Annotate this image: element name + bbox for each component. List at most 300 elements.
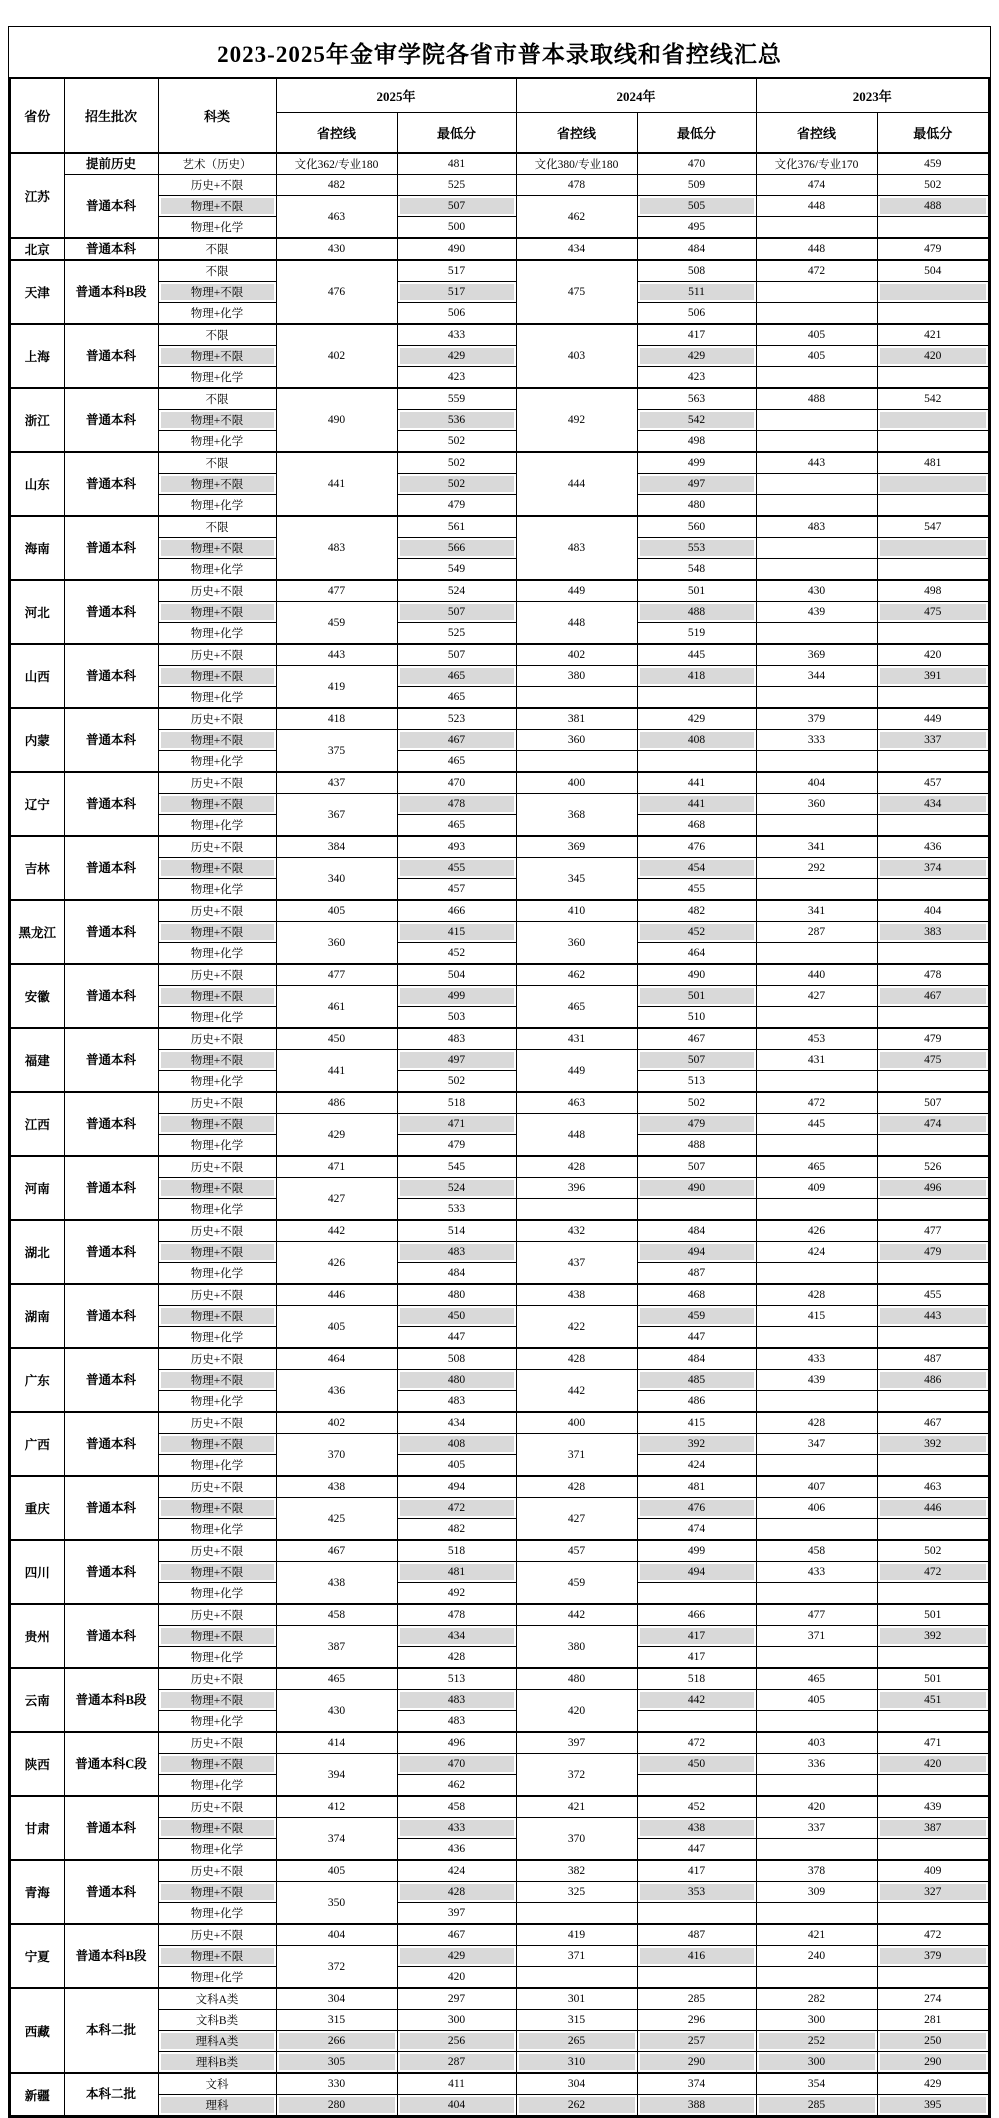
category-cell: 历史+不限 <box>158 964 276 986</box>
score-cell: 420 <box>516 1690 637 1733</box>
score-cell: 464 <box>637 943 756 965</box>
page-title: 2023-2025年金审学院各省市普本录取线和省控线汇总 <box>217 41 782 67</box>
score-cell: 483 <box>397 1028 516 1050</box>
score-cell: 420 <box>877 346 989 367</box>
score-cell <box>877 1263 989 1285</box>
score-cell: 411 <box>397 2073 516 2095</box>
province-cell: 河北 <box>10 580 64 644</box>
category-cell: 物理+不限 <box>158 538 276 559</box>
score-cell: 448 <box>756 196 877 217</box>
score-cell: 467 <box>397 1924 516 1946</box>
score-cell: 414 <box>276 1732 397 1754</box>
score-cell: 470 <box>637 153 756 175</box>
batch-cell: 普通本科 <box>64 1092 158 1156</box>
score-cell: 439 <box>877 1796 989 1818</box>
score-cell: 487 <box>877 1348 989 1370</box>
score-cell: 447 <box>397 1327 516 1349</box>
table-row <box>10 1540 989 1562</box>
score-cell: 501 <box>877 1604 989 1626</box>
score-cell: 542 <box>877 388 989 410</box>
province-cell: 湖南 <box>10 1284 64 1348</box>
score-cell <box>756 217 877 239</box>
score-cell: 488 <box>637 602 756 623</box>
category-cell: 物理+不限 <box>158 1242 276 1263</box>
col-header-year-2024: 2024年 <box>516 78 756 113</box>
score-cell: 507 <box>397 644 516 666</box>
score-cell: 400 <box>516 1412 637 1434</box>
category-cell: 历史+不限 <box>158 1924 276 1946</box>
score-cell: 367 <box>276 794 397 837</box>
score-cell <box>756 538 877 559</box>
score-table-body <box>10 153 989 2116</box>
score-cell: 438 <box>276 1476 397 1498</box>
score-cell: 350 <box>276 1882 397 1925</box>
score-cell: 479 <box>877 1028 989 1050</box>
score-cell: 524 <box>397 1178 516 1199</box>
category-cell: 物理+不限 <box>158 196 276 217</box>
col-header-batch: 招生批次 <box>64 78 158 153</box>
province-cell: 内蒙 <box>10 708 64 772</box>
score-cell: 374 <box>276 1818 397 1861</box>
score-cell: 445 <box>756 1114 877 1135</box>
score-cell: 508 <box>397 1348 516 1370</box>
score-cell: 265 <box>516 2031 637 2052</box>
score-cell <box>756 943 877 965</box>
score-cell: 519 <box>637 623 756 645</box>
category-cell: 物理+化学 <box>158 559 276 581</box>
score-cell: 296 <box>637 2010 756 2031</box>
score-cell: 415 <box>637 1412 756 1434</box>
score-cell: 523 <box>397 708 516 730</box>
score-cell: 文化376/专业170 <box>756 153 877 175</box>
score-cell: 345 <box>516 858 637 901</box>
score-cell: 482 <box>397 1519 516 1541</box>
table-row <box>10 964 989 986</box>
province-cell: 江西 <box>10 1092 64 1156</box>
score-cell: 449 <box>877 708 989 730</box>
score-cell: 441 <box>637 772 756 794</box>
score-cell: 290 <box>637 2052 756 2074</box>
category-cell: 不限 <box>158 238 276 260</box>
score-cell: 448 <box>516 1114 637 1157</box>
score-cell: 432 <box>516 1220 637 1242</box>
subcol-min-score-2025: 最低分 <box>397 113 516 154</box>
score-cell <box>756 751 877 773</box>
category-cell: 物理+化学 <box>158 751 276 773</box>
score-cell: 525 <box>397 175 516 196</box>
batch-cell: 普通本科 <box>64 708 158 772</box>
score-cell: 281 <box>877 2010 989 2031</box>
category-cell: 物理+化学 <box>158 623 276 645</box>
score-cell <box>877 303 989 325</box>
score-cell: 478 <box>516 175 637 196</box>
score-cell: 433 <box>397 1818 516 1839</box>
batch-cell: 普通本科 <box>64 900 158 964</box>
score-cell: 513 <box>397 1668 516 1690</box>
category-cell: 物理+不限 <box>158 1562 276 1583</box>
score-cell: 496 <box>397 1732 516 1754</box>
score-cell: 465 <box>397 687 516 709</box>
table-row <box>10 1220 989 1242</box>
score-cell <box>756 1583 877 1605</box>
score-cell: 430 <box>276 238 397 260</box>
score-cell: 499 <box>397 986 516 1007</box>
category-cell: 物理+不限 <box>158 922 276 943</box>
score-cell: 482 <box>637 900 756 922</box>
batch-cell: 普通本科B段 <box>64 260 158 324</box>
category-cell: 历史+不限 <box>158 1092 276 1114</box>
score-cell: 560 <box>637 516 756 538</box>
score-cell: 463 <box>516 1092 637 1114</box>
score-cell: 548 <box>637 559 756 581</box>
score-cell <box>756 687 877 709</box>
score-cell: 490 <box>637 964 756 986</box>
category-cell: 物理+化学 <box>158 1263 276 1285</box>
province-cell: 河南 <box>10 1156 64 1220</box>
score-cell: 467 <box>877 1412 989 1434</box>
score-cell: 497 <box>397 1050 516 1071</box>
score-cell: 387 <box>877 1818 989 1839</box>
score-cell: 462 <box>397 1775 516 1797</box>
score-cell: 392 <box>877 1434 989 1455</box>
score-cell: 449 <box>516 580 637 602</box>
score-cell: 423 <box>397 367 516 389</box>
score-cell: 422 <box>516 1306 637 1349</box>
score-cell: 472 <box>397 1498 516 1519</box>
table-row <box>10 1028 989 1050</box>
score-cell: 379 <box>756 708 877 730</box>
score-cell: 262 <box>516 2095 637 2117</box>
score-cell <box>877 1839 989 1861</box>
category-cell: 物理+不限 <box>158 1754 276 1775</box>
score-cell: 502 <box>877 1540 989 1562</box>
col-header-year-2023: 2023年 <box>756 78 989 113</box>
table-row <box>10 1860 989 1882</box>
score-cell: 467 <box>877 986 989 1007</box>
score-cell: 428 <box>756 1412 877 1434</box>
score-cell: 374 <box>637 2073 756 2095</box>
table-row <box>10 1668 989 1690</box>
score-cell: 378 <box>756 1860 877 1882</box>
batch-cell: 普通本科 <box>64 452 158 516</box>
score-cell: 451 <box>877 1690 989 1711</box>
score-cell <box>756 1647 877 1669</box>
score-cell: 478 <box>397 1604 516 1626</box>
score-cell: 384 <box>276 836 397 858</box>
score-cell: 369 <box>516 836 637 858</box>
score-cell: 458 <box>276 1604 397 1626</box>
score-cell: 446 <box>877 1498 989 1519</box>
score-cell: 402 <box>276 1412 397 1434</box>
category-cell: 物理+化学 <box>158 1967 276 1989</box>
category-cell: 历史+不限 <box>158 1540 276 1562</box>
score-cell: 427 <box>756 986 877 1007</box>
score-cell: 477 <box>756 1604 877 1626</box>
score-cell: 429 <box>877 2073 989 2095</box>
score-cell: 433 <box>756 1562 877 1583</box>
score-cell: 499 <box>637 452 756 474</box>
score-cell: 240 <box>756 1946 877 1967</box>
score-cell <box>516 1967 637 1989</box>
score-cell: 490 <box>276 388 397 452</box>
province-cell: 山西 <box>10 644 64 708</box>
score-cell: 455 <box>877 1284 989 1306</box>
score-cell: 438 <box>637 1818 756 1839</box>
score-cell: 433 <box>397 324 516 346</box>
score-cell <box>637 751 756 773</box>
score-cell: 305 <box>276 2052 397 2074</box>
category-cell: 物理+不限 <box>158 986 276 1007</box>
score-cell: 459 <box>516 1562 637 1605</box>
score-cell <box>516 751 637 773</box>
score-cell: 477 <box>877 1220 989 1242</box>
score-cell: 466 <box>397 900 516 922</box>
score-cell <box>877 282 989 303</box>
score-cell <box>637 1583 756 1605</box>
score-cell: 468 <box>637 1284 756 1306</box>
category-cell: 物理+不限 <box>158 1690 276 1711</box>
score-cell: 文化380/专业180 <box>516 153 637 175</box>
score-cell: 397 <box>516 1732 637 1754</box>
score-cell: 498 <box>877 580 989 602</box>
batch-cell: 普通本科 <box>64 836 158 900</box>
score-cell: 506 <box>397 303 516 325</box>
score-cell: 439 <box>756 1370 877 1391</box>
score-cell: 504 <box>397 964 516 986</box>
score-cell <box>877 879 989 901</box>
score-cell: 462 <box>516 196 637 239</box>
score-cell <box>877 943 989 965</box>
score-cell: 430 <box>756 580 877 602</box>
score-cell: 525 <box>397 623 516 645</box>
score-cell <box>756 431 877 453</box>
score-cell: 483 <box>516 516 637 580</box>
category-cell: 历史+不限 <box>158 1476 276 1498</box>
score-cell: 447 <box>637 1839 756 1861</box>
score-cell <box>877 367 989 389</box>
score-cell: 327 <box>877 1882 989 1903</box>
table-row <box>10 772 989 794</box>
category-cell: 物理+不限 <box>158 1306 276 1327</box>
province-cell: 宁夏 <box>10 1924 64 1988</box>
score-cell <box>756 1007 877 1029</box>
score-cell: 505 <box>637 196 756 217</box>
score-cell: 341 <box>756 836 877 858</box>
score-cell: 467 <box>397 730 516 751</box>
score-cell: 502 <box>397 452 516 474</box>
score-cell <box>877 815 989 837</box>
score-cell: 501 <box>877 1668 989 1690</box>
category-cell: 物理+化学 <box>158 1135 276 1157</box>
batch-cell: 普通本科 <box>64 1156 158 1220</box>
category-cell: 理科 <box>158 2095 276 2117</box>
category-cell: 历史+不限 <box>158 772 276 794</box>
score-cell: 428 <box>397 1647 516 1669</box>
score-cell: 290 <box>877 2052 989 2074</box>
score-cell: 502 <box>397 431 516 453</box>
score-cell <box>877 1519 989 1541</box>
score-cell <box>756 1455 877 1477</box>
score-cell: 405 <box>756 1690 877 1711</box>
table-row <box>10 1092 989 1114</box>
score-cell: 441 <box>276 1050 397 1093</box>
category-cell: 历史+不限 <box>158 1412 276 1434</box>
batch-cell: 普通本科 <box>64 644 158 708</box>
score-cell <box>877 1583 989 1605</box>
score-cell: 409 <box>756 1178 877 1199</box>
category-cell: 不限 <box>158 260 276 282</box>
score-cell <box>756 1263 877 1285</box>
score-cell: 403 <box>516 324 637 388</box>
score-cell: 490 <box>637 1178 756 1199</box>
score-cell: 429 <box>276 1114 397 1157</box>
score-cell: 487 <box>637 1263 756 1285</box>
category-cell: 物理+不限 <box>158 410 276 431</box>
score-cell: 472 <box>877 1924 989 1946</box>
score-cell: 501 <box>637 986 756 1007</box>
score-cell: 441 <box>276 452 397 516</box>
score-cell: 471 <box>877 1732 989 1754</box>
province-cell: 陕西 <box>10 1732 64 1796</box>
score-cell: 477 <box>276 964 397 986</box>
score-cell: 479 <box>637 1114 756 1135</box>
batch-cell: 普通本科 <box>64 1540 158 1604</box>
score-cell: 442 <box>516 1370 637 1413</box>
category-cell: 历史+不限 <box>158 175 276 196</box>
score-cell: 454 <box>637 858 756 879</box>
score-cell: 474 <box>756 175 877 196</box>
score-cell: 449 <box>516 1050 637 1093</box>
category-cell: 历史+不限 <box>158 1860 276 1882</box>
score-cell <box>756 1967 877 1989</box>
score-cell <box>637 1199 756 1221</box>
score-cell: 472 <box>637 1732 756 1754</box>
score-cell: 420 <box>877 1754 989 1775</box>
score-cell: 450 <box>397 1306 516 1327</box>
score-cell: 405 <box>276 900 397 922</box>
score-cell: 470 <box>397 1754 516 1775</box>
table-row <box>10 708 989 730</box>
category-cell: 物理+化学 <box>158 1903 276 1925</box>
province-cell: 黑龙江 <box>10 900 64 964</box>
category-cell: 文科 <box>158 2073 276 2095</box>
score-cell: 396 <box>516 1178 637 1199</box>
score-cell: 463 <box>877 1476 989 1498</box>
batch-cell: 普通本科 <box>64 1796 158 1860</box>
category-cell: 历史+不限 <box>158 1156 276 1178</box>
score-cell <box>877 1007 989 1029</box>
category-cell: 历史+不限 <box>158 1668 276 1690</box>
category-cell: 物理+不限 <box>158 666 276 687</box>
table-row <box>10 1732 989 1754</box>
score-cell: 465 <box>397 751 516 773</box>
score-cell <box>756 559 877 581</box>
batch-cell: 普通本科 <box>64 1860 158 1924</box>
category-cell: 物理+化学 <box>158 879 276 901</box>
score-cell: 397 <box>397 1903 516 1925</box>
batch-cell: 普通本科 <box>64 238 158 260</box>
category-cell: 物理+不限 <box>158 1114 276 1135</box>
score-cell: 480 <box>397 1284 516 1306</box>
score-cell: 370 <box>276 1434 397 1477</box>
score-cell: 429 <box>637 346 756 367</box>
category-cell: 物理+化学 <box>158 1583 276 1605</box>
score-cell: 506 <box>637 303 756 325</box>
score-cell: 431 <box>516 1028 637 1050</box>
score-cell: 472 <box>877 1562 989 1583</box>
score-cell: 488 <box>877 196 989 217</box>
score-cell: 452 <box>397 943 516 965</box>
score-cell: 503 <box>397 1007 516 1029</box>
score-cell: 499 <box>637 1540 756 1562</box>
category-cell: 物理+化学 <box>158 217 276 239</box>
score-cell: 368 <box>516 794 637 837</box>
score-cell: 494 <box>637 1242 756 1263</box>
category-cell: 历史+不限 <box>158 644 276 666</box>
category-cell: 物理+不限 <box>158 1882 276 1903</box>
score-cell: 429 <box>397 346 516 367</box>
score-cell: 478 <box>397 794 516 815</box>
score-cell: 563 <box>637 388 756 410</box>
score-cell: 428 <box>516 1156 637 1178</box>
category-cell: 物理+不限 <box>158 1626 276 1647</box>
score-cell: 455 <box>637 879 756 901</box>
score-cell <box>756 1519 877 1541</box>
score-cell <box>756 367 877 389</box>
score-cell: 374 <box>877 858 989 879</box>
category-cell: 物理+不限 <box>158 858 276 879</box>
table-row <box>10 260 989 282</box>
batch-cell: 普通本科 <box>64 1028 158 1092</box>
score-cell: 542 <box>637 410 756 431</box>
score-cell: 424 <box>397 1860 516 1882</box>
subcol-control-line-2024: 省控线 <box>516 113 637 154</box>
col-header-year-2025: 2025年 <box>276 78 516 113</box>
category-cell: 文科B类 <box>158 2010 276 2031</box>
category-cell: 物理+不限 <box>158 1818 276 1839</box>
score-cell: 325 <box>516 1882 637 1903</box>
score-cell: 479 <box>877 238 989 260</box>
category-cell: 物理+化学 <box>158 1455 276 1477</box>
score-cell: 448 <box>516 602 637 645</box>
score-cell: 479 <box>397 1135 516 1157</box>
score-cell <box>756 1071 877 1093</box>
category-cell: 物理+化学 <box>158 1839 276 1861</box>
score-cell <box>637 1967 756 1989</box>
subcol-min-score-2024: 最低分 <box>637 113 756 154</box>
score-cell: 507 <box>637 1050 756 1071</box>
score-cell <box>877 751 989 773</box>
score-cell: 360 <box>516 730 637 751</box>
province-cell: 重庆 <box>10 1476 64 1540</box>
score-cell <box>877 474 989 495</box>
score-cell: 502 <box>397 1071 516 1093</box>
table-row <box>10 452 989 474</box>
category-cell: 物理+化学 <box>158 687 276 709</box>
table-row <box>10 1412 989 1434</box>
score-cell: 341 <box>756 900 877 922</box>
score-cell <box>877 623 989 645</box>
table-row <box>10 580 989 602</box>
score-cell: 407 <box>756 1476 877 1498</box>
score-cell <box>756 1903 877 1925</box>
score-cell: 285 <box>756 2095 877 2117</box>
score-cell: 301 <box>516 1988 637 2010</box>
batch-cell: 普通本科 <box>64 1604 158 1668</box>
table-row <box>10 324 989 346</box>
province-cell: 甘肃 <box>10 1796 64 1860</box>
batch-cell: 普通本科B段 <box>64 1924 158 1988</box>
